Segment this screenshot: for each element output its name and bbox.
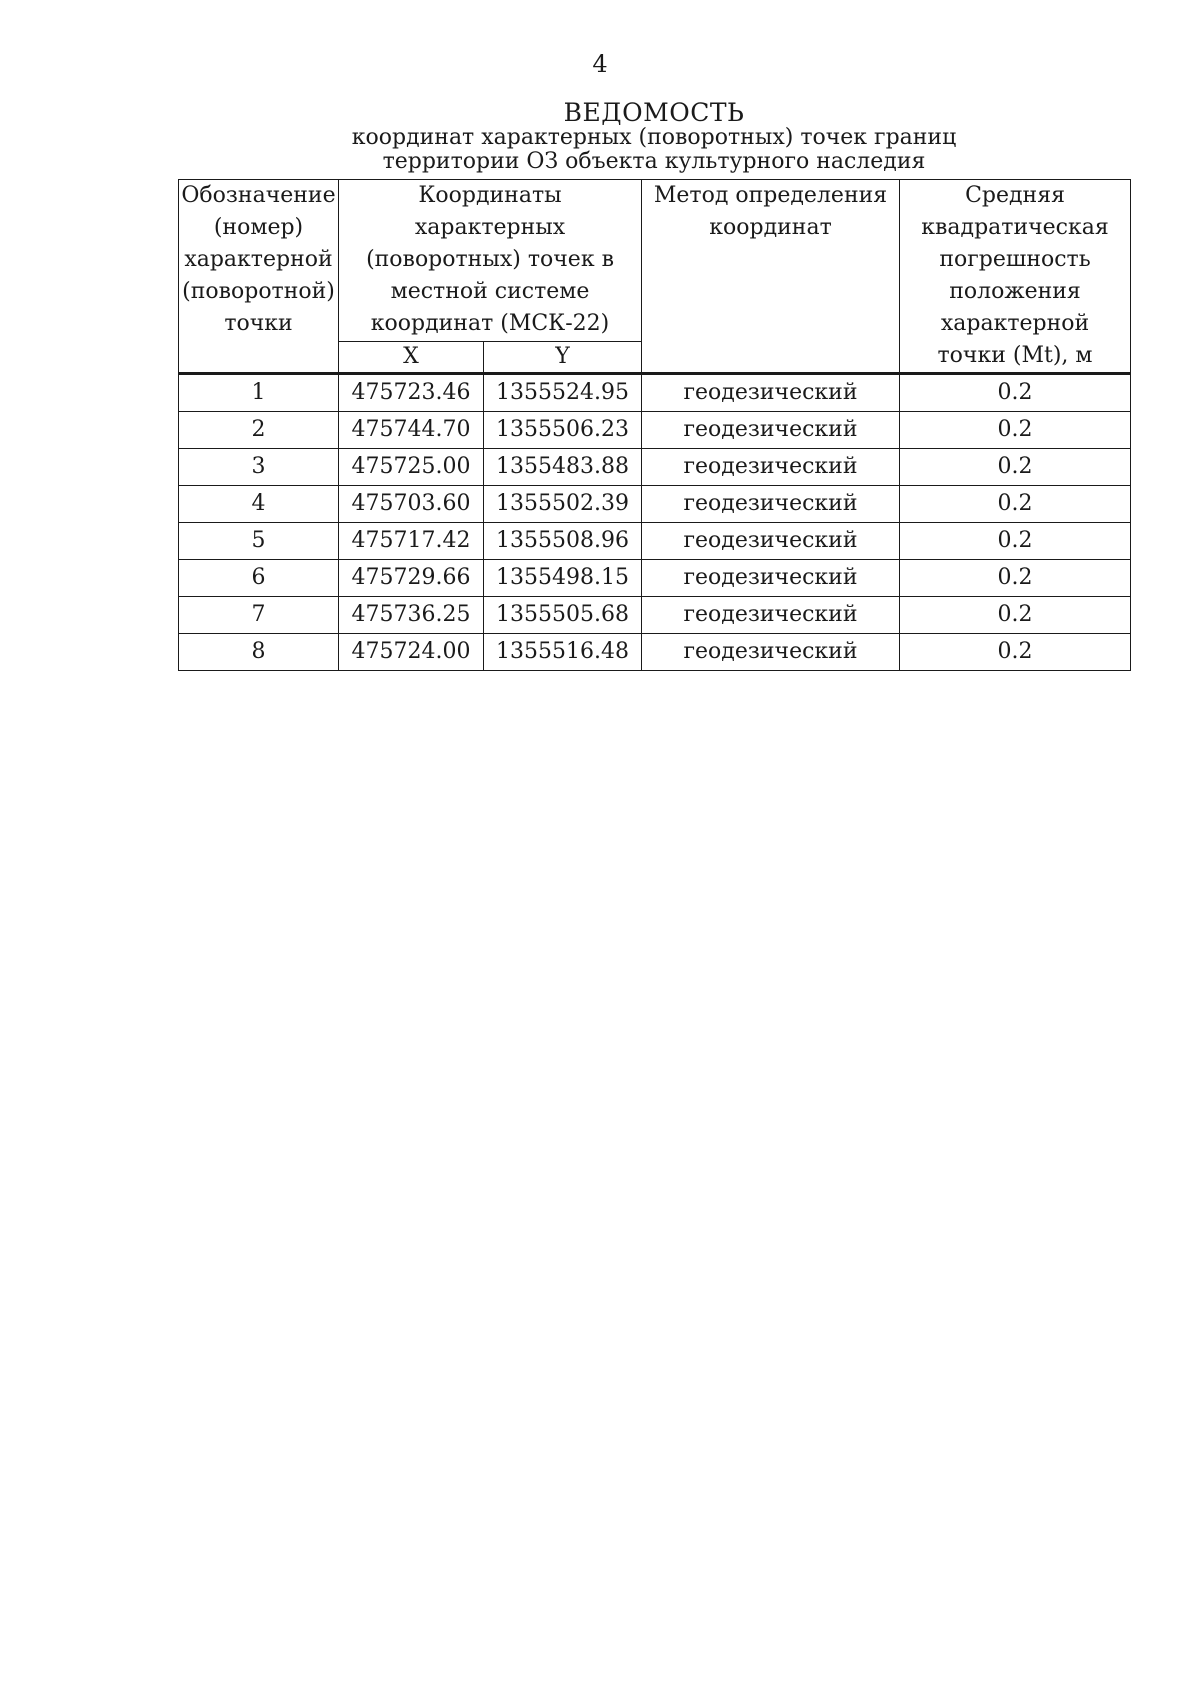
header-mean-square-error: Средняя квадратическая погрешность положения характерной точки (Mt), м — [900, 180, 1131, 374]
cell-x: 475703.60 — [339, 486, 484, 523]
cell-method: геодезический — [642, 449, 900, 486]
header-coordinates: Координаты характерных (поворотных) точек в местной системе координат (МСК-22) — [339, 180, 642, 342]
cell-x: 475736.25 — [339, 597, 484, 634]
cell-point-number: 7 — [179, 597, 339, 634]
table-row — [179, 486, 1131, 523]
cell-mt: 0.2 — [900, 597, 1131, 634]
page-number: 4 — [592, 50, 608, 78]
cell-x: 475723.46 — [339, 374, 484, 412]
table-row — [179, 560, 1131, 597]
header-x: X — [339, 341, 484, 373]
cell-method: геодезический — [642, 597, 900, 634]
cell-y: 1355483.88 — [484, 449, 642, 486]
cell-y: 1355505.68 — [484, 597, 642, 634]
title-block — [178, 100, 1130, 174]
header-point-designation: Обозначение (номер) характерной (поворотной) точки — [179, 180, 339, 374]
cell-point-number: 2 — [179, 412, 339, 449]
header-method: Метод определения координат — [642, 180, 900, 374]
cell-mt: 0.2 — [900, 560, 1131, 597]
cell-mt: 0.2 — [900, 412, 1131, 449]
cell-point-number: 6 — [179, 560, 339, 597]
cell-point-number: 3 — [179, 449, 339, 486]
table-row — [179, 412, 1131, 449]
cell-x: 475744.70 — [339, 412, 484, 449]
cell-point-number: 5 — [179, 523, 339, 560]
cell-x: 475724.00 — [339, 634, 484, 671]
cell-x: 475725.00 — [339, 449, 484, 486]
cell-y: 1355502.39 — [484, 486, 642, 523]
cell-x: 475729.66 — [339, 560, 484, 597]
table-row — [179, 523, 1131, 560]
cell-point-number: 8 — [179, 634, 339, 671]
cell-mt: 0.2 — [900, 449, 1131, 486]
document-subtitle-line-1: координат характерных (поворотных) точек границ — [351, 125, 957, 150]
cell-point-number: 1 — [179, 374, 339, 412]
cell-mt: 0.2 — [900, 374, 1131, 412]
cell-mt: 0.2 — [900, 523, 1131, 560]
document-subtitle-line-2: территории ОЗ объекта культурного наследия — [382, 149, 926, 174]
cell-method: геодезический — [642, 560, 900, 597]
cell-y: 1355516.48 — [484, 634, 642, 671]
document-title: ВЕДОМОСТЬ — [563, 98, 745, 127]
cell-y: 1355508.96 — [484, 523, 642, 560]
cell-mt: 0.2 — [900, 486, 1131, 523]
table-row — [179, 374, 1131, 412]
cell-y: 1355498.15 — [484, 560, 642, 597]
cell-y: 1355506.23 — [484, 412, 642, 449]
cell-method: геодезический — [642, 634, 900, 671]
cell-y: 1355524.95 — [484, 374, 642, 412]
cell-method: геодезический — [642, 374, 900, 412]
coordinates-table — [178, 179, 1131, 671]
table-row — [179, 634, 1131, 671]
cell-method: геодезический — [642, 523, 900, 560]
cell-method: геодезический — [642, 412, 900, 449]
cell-point-number: 4 — [179, 486, 339, 523]
table-row — [179, 449, 1131, 486]
cell-mt: 0.2 — [900, 634, 1131, 671]
header-y: Y — [484, 341, 642, 373]
cell-method: геодезический — [642, 486, 900, 523]
cell-x: 475717.42 — [339, 523, 484, 560]
table-row — [179, 597, 1131, 634]
